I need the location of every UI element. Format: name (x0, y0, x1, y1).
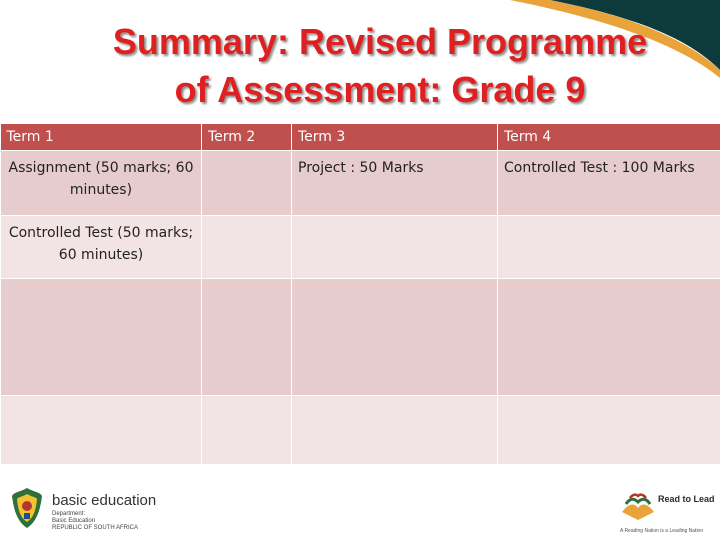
table-cell: Controlled Test (50 marks; 60 minutes) (1, 216, 202, 279)
table-header-row (1, 124, 720, 151)
read-to-lead-tagline: A Reading Nation is a Leading Nation (620, 528, 704, 534)
table-cell (1, 279, 202, 396)
table-row (1, 396, 720, 465)
read-to-lead-logo (616, 488, 720, 540)
read-to-lead-logo-icon (618, 490, 658, 526)
dept-line-1: Department: (52, 511, 86, 517)
table-cell (498, 396, 720, 465)
brand-name: basic education (52, 492, 157, 509)
table-row (1, 279, 720, 396)
table-row (1, 151, 720, 216)
table-cell (498, 279, 720, 396)
header-term-4: Term 4 (498, 124, 720, 151)
table-cell (202, 396, 292, 465)
department-text (52, 511, 138, 532)
assessment-table (0, 124, 720, 465)
basic-education-logo (10, 484, 210, 534)
dept-line-2: Basic Education (52, 518, 96, 524)
coat-of-arms-icon (10, 486, 44, 530)
table-cell (292, 216, 498, 279)
table-cell (1, 396, 202, 465)
table-cell (292, 279, 498, 396)
title-line-1: Summary: Revised Programme (112, 21, 648, 62)
title-line-2: of Assessment: Grade 9 (174, 69, 586, 110)
read-to-lead-label: Read to Lead (658, 494, 715, 504)
header-term-1: Term 1 (1, 124, 202, 151)
header-term-3: Term 3 (292, 124, 498, 151)
header-term-2: Term 2 (202, 124, 292, 151)
table-cell (202, 279, 292, 396)
table-cell: Project : 50 Marks (292, 151, 498, 216)
table-cell: Assignment (50 marks; 60 minutes) (1, 151, 202, 216)
table-cell (202, 216, 292, 279)
table-cell: Controlled Test : 100 Marks (498, 151, 720, 216)
table-cell (498, 216, 720, 279)
table-cell (292, 396, 498, 465)
dept-line-3: REPUBLIC OF SOUTH AFRICA (52, 525, 139, 531)
table-cell (202, 151, 292, 216)
table-row (1, 216, 720, 279)
slide-title (0, 18, 720, 114)
